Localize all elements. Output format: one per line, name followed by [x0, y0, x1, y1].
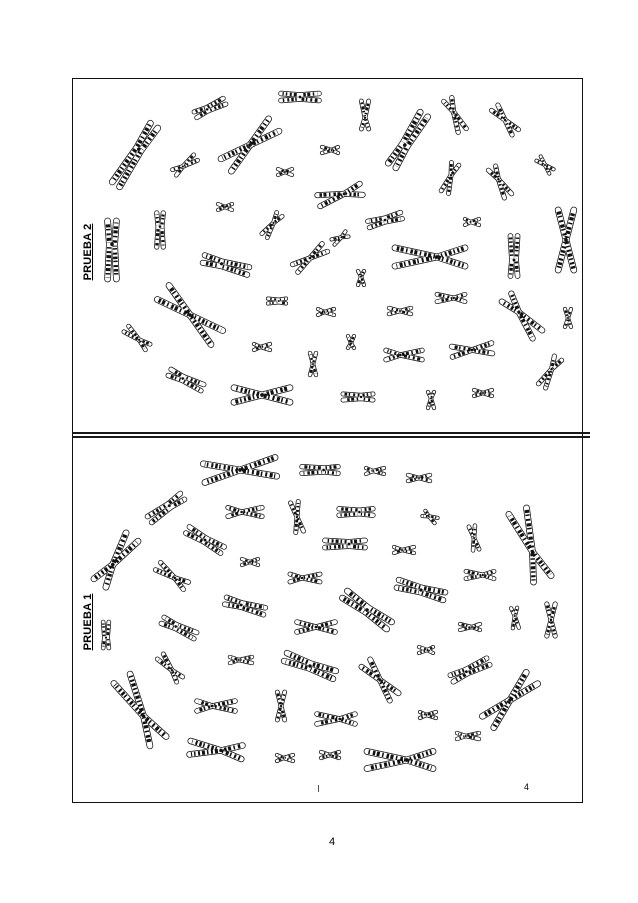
panel-label: PRUEBA 1 — [82, 593, 94, 651]
panel-corner-number: 4 — [524, 782, 530, 792]
panel-prueba-2 — [72, 78, 583, 432]
panel-label: PRUEBA 2 — [82, 223, 94, 281]
scan-mark — [318, 785, 319, 792]
panel-prueba-1 — [72, 438, 583, 803]
panel-divider-line — [72, 432, 590, 434]
page-number: 4 — [329, 836, 336, 848]
